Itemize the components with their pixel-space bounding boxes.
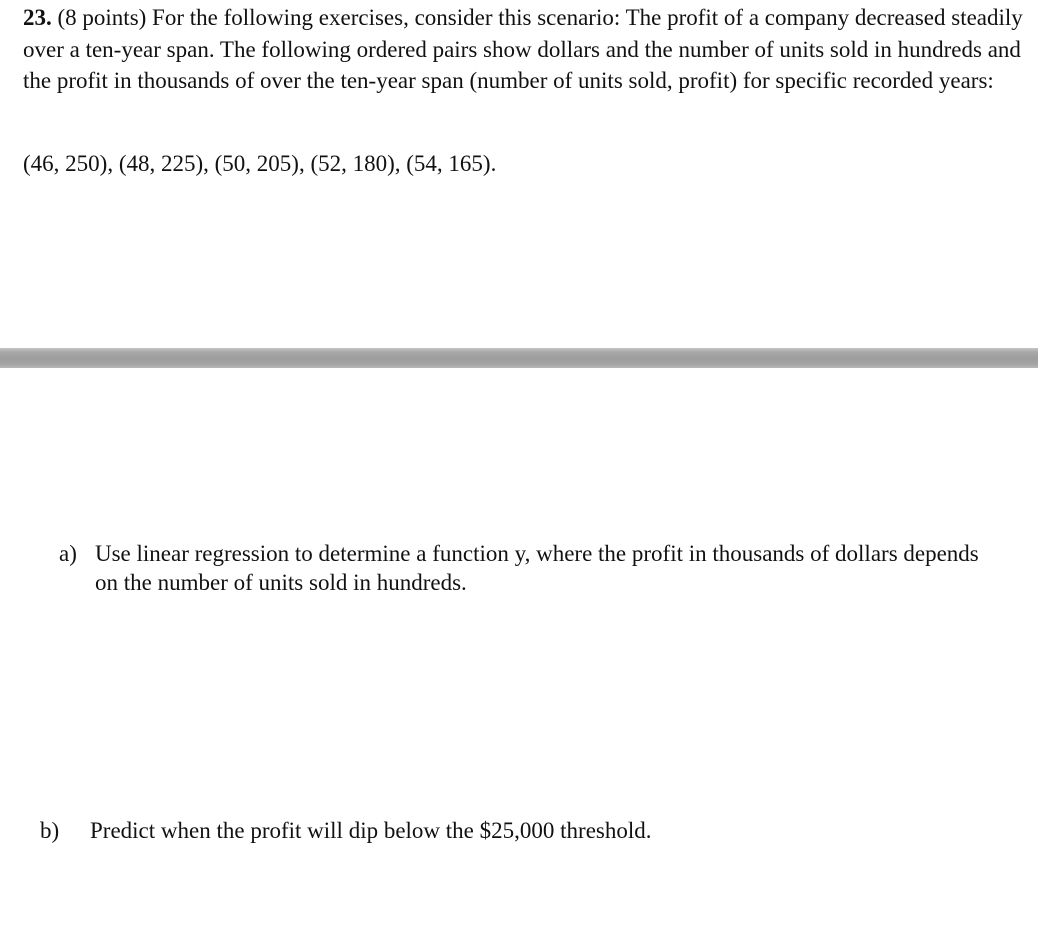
part-b-marker: b) (40, 818, 60, 843)
ordered-pairs: (46, 250), (48, 225), (50, 205), (52, 180), (54, 165). (23, 151, 497, 176)
part-a-text: Use linear regression to determine a function y, where the profit in thousands of dollars depends on the number of units sold in hundreds. (95, 541, 979, 595)
question-text: (8 points) For the following exercises, consider this scenario: The profit of a company decreased steadily over a ten-year span. The following ordered pairs show dollars and the number of units sold in hundreds and the profit in thousands of over the ten-year span (number of units sold, profit) for specific recorded years: (23, 5, 1023, 93)
question-prompt (23, 2, 1023, 97)
part-a-marker: a) (59, 541, 77, 566)
page-divider (0, 348, 1038, 368)
part-b-text: Predict when the profit will dip below the $25,000 threshold. (90, 818, 652, 843)
question-number: 23. (23, 5, 52, 30)
